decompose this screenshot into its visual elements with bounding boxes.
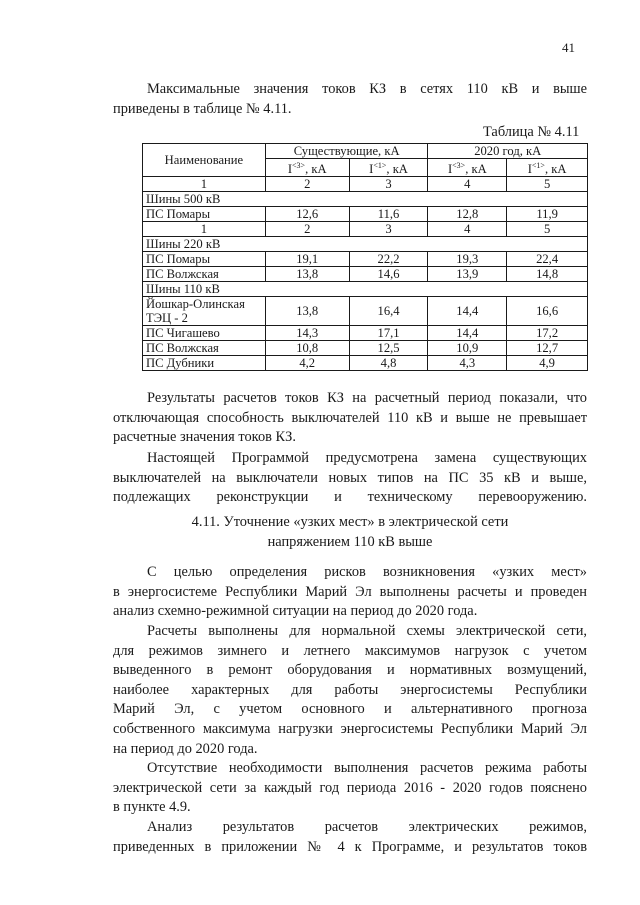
table-group-row [143,192,588,207]
header-name: Наименование [143,144,266,177]
absence-line-3: в пункте 4.9. [113,799,191,816]
results-paragraph [113,389,587,448]
analysis-paragraph [113,818,587,857]
cell-value: 4,9 [507,356,588,371]
calc-line-3: выведенного в ремонт оборудования и нормативных возмущений, [113,662,587,679]
cell-value: 22,4 [507,252,588,267]
purpose-line-2: в энергосистеме Республики Марий Эл выполнены расчеты и проведен [113,583,587,600]
table-row [143,252,588,267]
results-line-2: отключающая способность выключателей 110 кВ и выше не превышает [113,409,587,426]
cell-name: ПС Помары [143,207,266,222]
cell-name: ПС Волжская [143,267,266,282]
cell-value: 12,5 [349,341,428,356]
calc-line-4: наиболее характерных для работы энергосистемы Республики [113,681,587,698]
cell-value: 22,2 [349,252,428,267]
absence-line-1: Отсутствие необходимости выполнения расчетов режима работы [147,760,587,776]
cell-value: 5 [507,222,588,237]
cell-value: 10,8 [265,341,349,356]
cell-value: 14,4 [428,326,507,341]
section-heading [113,513,587,552]
short-circuit-table [142,143,588,371]
section-heading-line-2: напряжением 110 кВ выше [267,533,433,550]
absence-line-2: электрической сети за каждый год периода 2016 - 2020 годов пояснено [113,779,587,796]
cell-value: 16,6 [507,297,588,326]
section-heading-line-1: 4.11. Уточнение «узких мест» в электрической сети [191,514,509,530]
table-row [143,326,588,341]
program-line-3: подлежащих реконструкции и техническому перевооружению. [113,489,587,506]
page-number: 41 [562,40,575,55]
analysis-line-1: Анализ результатов расчетов электрических режимов, [147,819,587,835]
table-row [143,356,588,371]
cell-value: 4 [428,177,507,192]
cell-value: 13,8 [265,297,349,326]
subheader-i1-existing: $I^{<1>}$, кА [349,159,428,177]
group-label: Шины 500 кВ [143,192,588,207]
cell-value: 2 [265,177,349,192]
subheader-i1-2020: $I^{<1>}$, кА [507,159,588,177]
table-index-row [143,177,588,192]
results-line-1: Результаты расчетов токов КЗ на расчетный период показали, что [147,390,587,406]
calc-line-1: Расчеты выполнены для нормальной схемы электрической сети, [147,623,587,639]
cell-value: 13,9 [428,267,507,282]
cell-name: 1 [143,222,266,237]
cell-value: 17,1 [349,326,428,341]
table-row [143,297,588,326]
cell-value: 12,7 [507,341,588,356]
calc-line-5: Марий Эл, с учетом основного и альтернативного прогноза [113,701,587,718]
cell-value: 12,8 [428,207,507,222]
cell-value: 14,8 [507,267,588,282]
cell-value: 14,4 [428,297,507,326]
table-row [143,341,588,356]
cell-value: 10,9 [428,341,507,356]
intro-paragraph [113,80,587,119]
cell-value: 5 [507,177,588,192]
cell-name: ПС Дубники [143,356,266,371]
cell-value: 4,2 [265,356,349,371]
cell-value: 14,3 [265,326,349,341]
absence-paragraph [113,759,587,818]
calc-paragraph [113,622,587,759]
group-label: Шины 220 кВ [143,237,588,252]
table-body [143,177,588,371]
cell-name: ПС Помары [143,252,266,267]
calc-line-6: собственного максимума нагрузки энергосистемы Республики Марий Эл [113,720,587,737]
cell-value: 19,1 [265,252,349,267]
table-caption: Таблица № 4.11 [483,124,580,140]
table-row [143,267,588,282]
cell-name: ПС Чигашево [143,326,266,341]
purpose-line-3: анализ схемно-режимной ситуации на период до 2020 года. [113,603,478,620]
table-index-row [143,222,588,237]
cell-name: Йошкар-Олинская ТЭЦ - 2 [143,297,266,326]
subheader-i3-existing: $I^{<3>}$, кА [265,159,349,177]
cell-value: 16,4 [349,297,428,326]
cell-value: 17,2 [507,326,588,341]
program-line-1: Настоящей Программой предусмотрена замена существующих [147,450,587,466]
cell-value: 12,6 [265,207,349,222]
cell-value: 3 [349,222,428,237]
program-paragraph [113,449,587,508]
subheader-i3-2020: $I^{<3>}$, кА [428,159,507,177]
cell-value: 4,8 [349,356,428,371]
header-2020: 2020 год, кА [428,144,588,159]
analysis-line-2: приведенных в приложении № 4 к Программе, и результатов токов [113,838,587,855]
cell-value: 3 [349,177,428,192]
cell-value: 14,6 [349,267,428,282]
cell-value: 4,3 [428,356,507,371]
purpose-line-1: С целью определения рисков возникновения «узких мест» [147,564,587,580]
table-group-row [143,282,588,297]
cell-value: 2 [265,222,349,237]
header-existing: Существующие, кА [265,144,428,159]
results-line-3: расчетные значения токов КЗ. [113,429,296,446]
table-group-row [143,237,588,252]
cell-value: 11,6 [349,207,428,222]
table-header-row [143,144,588,159]
purpose-paragraph [113,563,587,622]
intro-line-2: приведены в таблице № 4.11. [113,100,292,117]
cell-value: 4 [428,222,507,237]
calc-line-2: для режимов зимнего и летнего максимумов нагрузок с учетом [113,642,587,659]
cell-value: 13,8 [265,267,349,282]
program-line-2: выключателей на выключатели новых типов на ПС 35 кВ и выше, [113,469,587,486]
cell-name: ПС Волжская [143,341,266,356]
intro-line-1: Максимальные значения токов КЗ в сетях 110 кВ и выше [147,81,587,97]
cell-value: 11,9 [507,207,588,222]
cell-value: 19,3 [428,252,507,267]
cell-name: 1 [143,177,266,192]
table-row [143,207,588,222]
calc-line-7: на период до 2020 года. [113,740,258,757]
group-label: Шины 110 кВ [143,282,588,297]
